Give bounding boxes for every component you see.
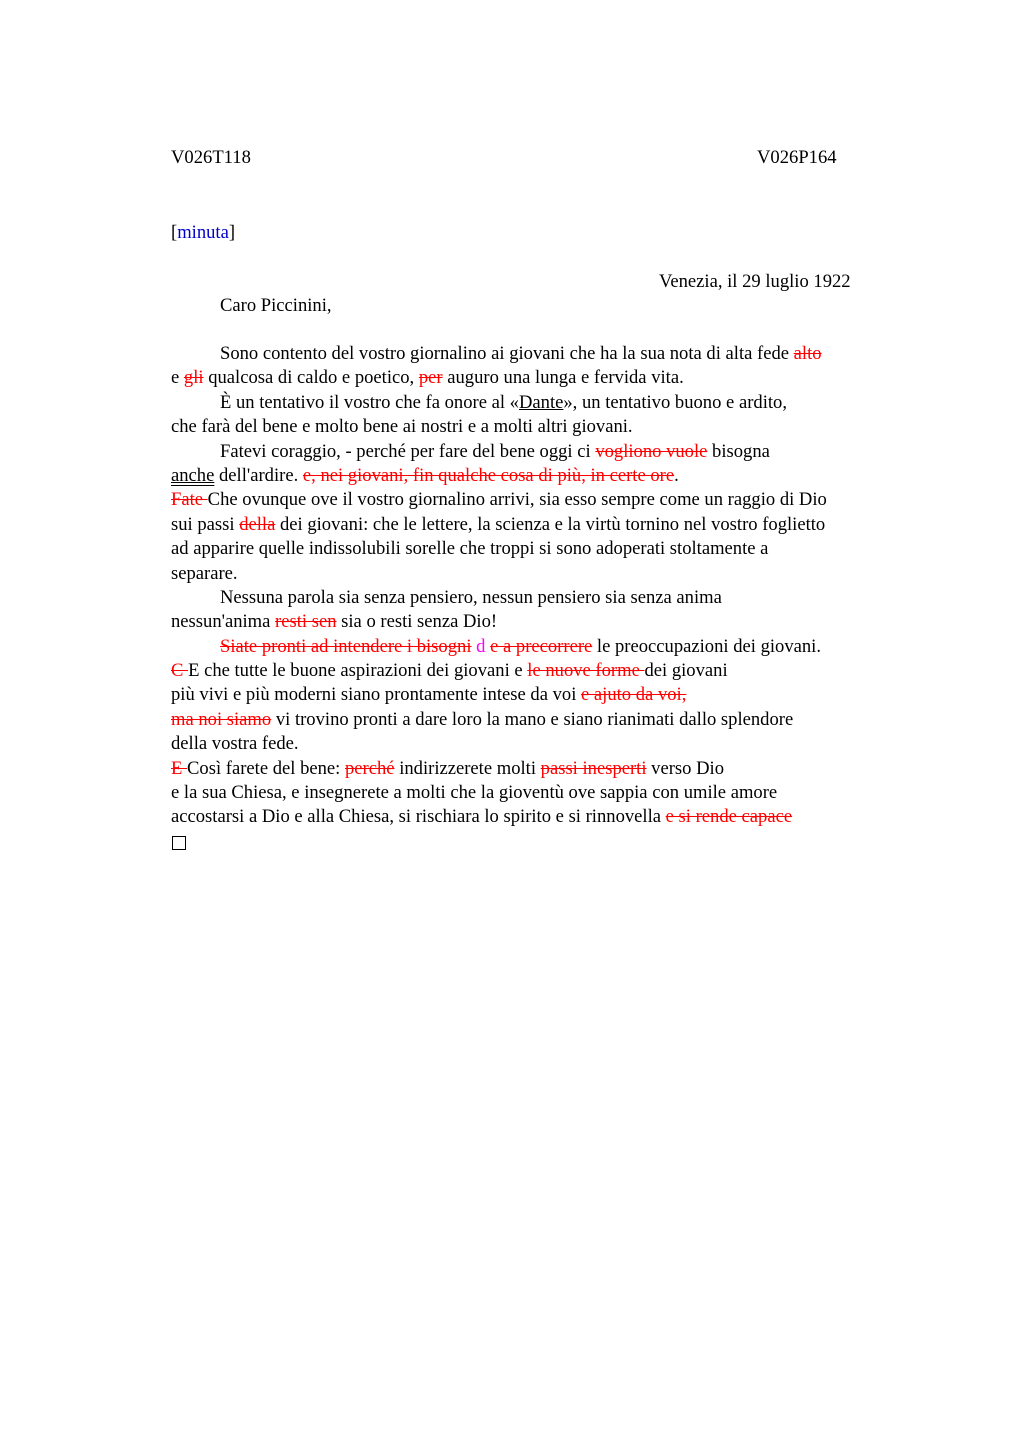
text-segment: dell'ardire.	[214, 464, 303, 486]
label-text: minuta	[177, 222, 229, 243]
text-segment: sui passi	[171, 513, 240, 535]
text-segment: le preoccupazioni dei giovani.	[592, 635, 821, 657]
draft-label	[171, 221, 235, 245]
text-segment: Nessuna parola sia senza pensiero, nessun pensiero sia senza anima	[220, 586, 722, 608]
text-line	[171, 635, 827, 659]
deleted-text: gli	[183, 367, 204, 389]
text-line	[171, 683, 827, 707]
text-segment: vi trovino pronti a dare loro la mano e siano rianimati dallo splendore	[271, 708, 794, 730]
text-segment: indirizzerete molti	[394, 757, 541, 779]
double-underlined-text: anche	[171, 464, 215, 486]
deleted-text: e a precorrere	[490, 635, 593, 657]
text-segment: accostarsi a Dio e alla Chiesa, si rischiara lo spirito e si rinnovella	[171, 806, 666, 828]
text-segment: È un tentativo il vostro che fa onore al «	[220, 391, 519, 413]
text-line	[171, 537, 827, 561]
text-segment: qualcosa di caldo e poetico,	[203, 367, 419, 389]
text-line	[171, 464, 827, 488]
deleted-text: e ajuto da voi,	[581, 684, 687, 706]
text-line	[171, 805, 827, 829]
deleted-text: della	[239, 513, 276, 535]
document-code-left: V026T118	[171, 147, 251, 168]
deleted-text: Siate pronti ad intendere i bisogni	[220, 635, 472, 657]
text-line	[171, 586, 827, 610]
text-segment: nessun'anima	[171, 611, 276, 633]
deleted-text: E	[171, 757, 188, 779]
text-segment: che farà del bene e molto bene ai nostri e a molti altri giovani.	[171, 416, 633, 438]
text-line	[171, 659, 827, 683]
text-segment: separare.	[171, 562, 238, 584]
text-segment: bisogna	[707, 440, 770, 462]
text-segment: e la sua Chiesa, e insegnerete a molti che la gioventù ove sappia con umile amore	[171, 782, 778, 804]
text-segment: più vivi e più moderni siano prontamente intese da voi	[171, 684, 582, 706]
deleted-text: e si rende capace	[665, 806, 793, 828]
text-line	[171, 415, 827, 439]
text-segment: verso Dio	[646, 757, 724, 779]
end-mark	[172, 832, 186, 856]
deleted-text: Fate	[171, 489, 208, 511]
inserted-text: d	[476, 635, 486, 657]
deleted-text: C	[171, 660, 189, 682]
text-line	[171, 781, 827, 805]
text-segment: dei giovani: che le lettere, la scienza e la virtù tornino nel vostro foglietto	[275, 513, 826, 535]
text-segment: Fatevi coraggio, - perché per fare del bene oggi ci	[220, 440, 596, 462]
deleted-text: resti sen	[275, 611, 337, 633]
text-line	[171, 610, 827, 634]
deleted-text: per	[418, 367, 443, 389]
text-line	[171, 391, 827, 415]
text-segment: Sono contento del vostro giornalino ai giovani che ha la sua nota di alta fede	[220, 343, 794, 364]
text-segment: », un tentativo buono e ardito,	[563, 391, 787, 413]
text-segment: Così farete del bene:	[187, 757, 345, 779]
text-segment: sia o resti senza Dio!	[336, 611, 498, 633]
text-line	[171, 342, 827, 366]
text-segment: .	[674, 464, 679, 486]
text-segment: della vostra fede.	[171, 733, 299, 755]
end-square-icon	[172, 836, 186, 850]
deleted-text: vogliono vuole	[595, 440, 708, 462]
label-open-bracket: [	[171, 222, 178, 243]
underlined-text: Dante	[518, 391, 564, 413]
text-line	[171, 440, 827, 464]
deleted-text: ma noi siamo	[171, 708, 272, 730]
text-line	[171, 732, 827, 756]
deleted-text: perché	[345, 757, 395, 779]
deleted-text: e, nei giovani, fin qualche cosa di più, in certe ore	[302, 464, 675, 486]
date-line: Venezia, il 29 luglio 1922	[659, 271, 851, 292]
text-segment: auguro una lunga e fervida vita.	[442, 367, 684, 389]
deleted-text: alto	[793, 343, 822, 364]
text-segment: ad apparire quelle indissolubili sorelle che troppi si sono adoperati stoltamente a	[171, 538, 769, 560]
label-close-bracket: ]	[228, 222, 236, 243]
text-line	[171, 708, 827, 732]
text-line	[171, 488, 827, 512]
text-line	[171, 513, 827, 537]
deleted-text: le nuove forme	[527, 660, 645, 682]
salutation: Caro Piccinini,	[220, 295, 332, 316]
text-segment: E che tutte le buone aspirazioni dei giovani e	[188, 660, 528, 682]
text-line	[171, 366, 827, 390]
text-segment: e	[171, 367, 184, 389]
deleted-text: passi inesperti	[540, 757, 647, 779]
text-segment: Che ovunque ove il vostro giornalino arrivi, sia esso sempre come un raggio di Dio	[207, 489, 827, 511]
text-segment: dei giovani	[644, 660, 728, 682]
text-line	[171, 562, 827, 586]
text-line	[171, 757, 827, 781]
document-code-right: V026P164	[757, 147, 837, 168]
letter-body	[171, 342, 827, 830]
